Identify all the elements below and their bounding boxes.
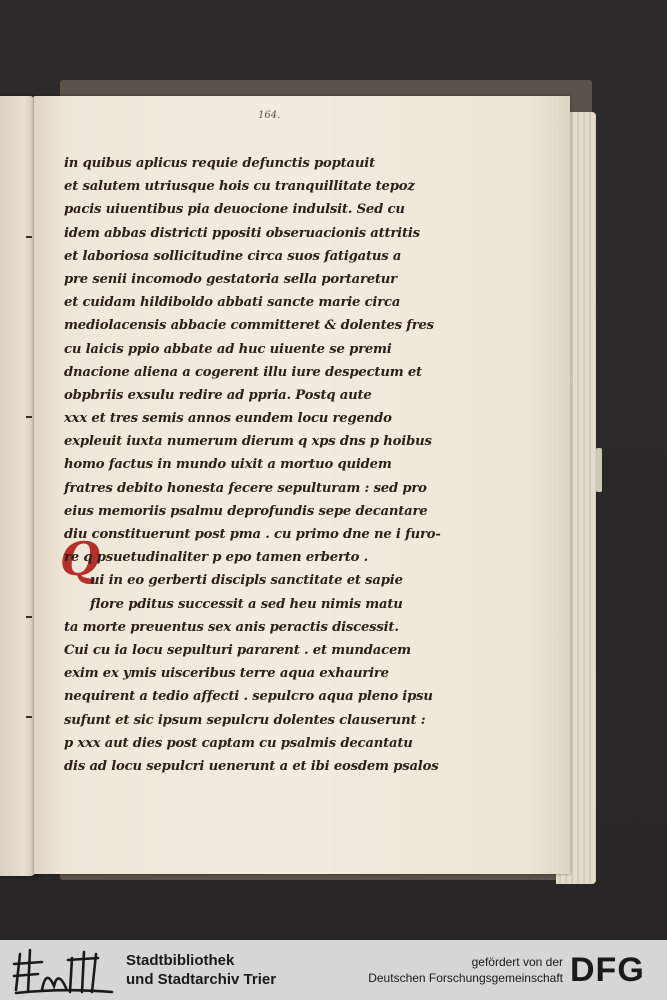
manuscript-line: exim ex ymis uisceribus terre aqua exhaurire <box>64 666 389 682</box>
manuscript-line: pacis uiuentibus pia deuocione indulsit. Sed cu <box>64 202 405 218</box>
manuscript-line: p xxx aut dies post captam cu psalmis decantatu <box>64 735 413 751</box>
manuscript-line: sufunt et sic ipsum sepulcru dolentes clauserunt : <box>64 712 426 728</box>
dfg-logo: DFG <box>570 951 645 989</box>
library-name <box>126 951 276 989</box>
facing-page-ink-mark <box>26 616 32 618</box>
manuscript-line: dis ad locu sepulcri uenerunt a et ibi eosdem psalos <box>64 758 439 774</box>
manuscript-line: flore pditus successit a sed heu nimis matu <box>90 596 403 612</box>
manuscript-line: re q psuetudinaliter p epo tamen erberto . <box>64 550 368 566</box>
manuscript-page <box>34 96 570 874</box>
facing-page-edge <box>0 96 36 876</box>
folio-number: 164. <box>258 110 281 121</box>
manuscript-line: xxx et tres semis annos eundem locu regendo <box>64 411 392 427</box>
facing-page-ink-mark <box>26 236 32 238</box>
page-edge-tab <box>596 448 602 492</box>
manuscript-line: mediolacensis abbacie committeret & dolentes fres <box>64 318 434 334</box>
manuscript-line: et cuidam hildiboldo abbati sancte marie circa <box>64 295 401 311</box>
manuscript-line: dnacione aliena a cogerent illu iure despectum et <box>64 364 422 380</box>
manuscript-line: in quibus aplicus requie defunctis poptauit <box>64 156 375 171</box>
manuscript-line: ui in eo gerberti discipls sanctitate et sapie <box>90 573 403 589</box>
sponsor-line1: gefördert von der <box>471 955 563 969</box>
manuscript-line: et laboriosa sollicitudine circa suos fatigatus a <box>64 248 402 264</box>
sponsor-line2: Deutschen Forschungsgemeinschaft <box>368 971 563 985</box>
manuscript-line: nequirent a tedio affecti . sepulcro aqua pleno ipsu <box>64 689 433 705</box>
manuscript-line: diu constituerunt post pma . cu primo dne ne i furo- <box>64 527 441 542</box>
manuscript-line: Cui cu ia locu sepulturi pararent . et mundacem <box>64 642 411 658</box>
manuscript-line: fratres debito honesta fecere sepulturam : sed pro <box>64 480 427 496</box>
library-logo-icon <box>12 946 118 996</box>
facing-page-ink-mark <box>26 716 32 718</box>
sponsor-text <box>368 954 563 986</box>
library-name-line2: und Stadtarchiv Trier <box>126 971 277 988</box>
rubricated-initial: Q <box>60 532 101 586</box>
manuscript-line: expleuit iuxta numerum dierum q xps dns p hoibus <box>64 434 432 450</box>
manuscript-line: ta morte preuentus sex anis peractis discessit. <box>64 619 399 635</box>
text-block <box>64 152 464 778</box>
manuscript-line: et salutem utriusque hois cu tranquillitate tepoz <box>64 179 415 195</box>
library-name-line1: Stadtbibliothek <box>126 952 235 969</box>
manuscript-line: pre senii incomodo gestatoria sella portaretur <box>64 271 397 287</box>
manuscript-line: obpbriis exsulu redire ad ppria. Postq aute <box>64 387 372 403</box>
manuscript-line: eius memoriis psalmu deprofundis sepe decantare <box>64 503 428 519</box>
manuscript-line: homo factus in mundo uixit a mortuo quidem <box>64 457 392 473</box>
manuscript-line: idem abbas districti ppositi obseruacionis attritis <box>64 225 420 241</box>
manuscript-line: cu laicis ppio abbate ad huc uiuente se premi <box>64 341 392 357</box>
facing-page-ink-mark <box>26 416 32 418</box>
footer-bar <box>0 940 667 1000</box>
